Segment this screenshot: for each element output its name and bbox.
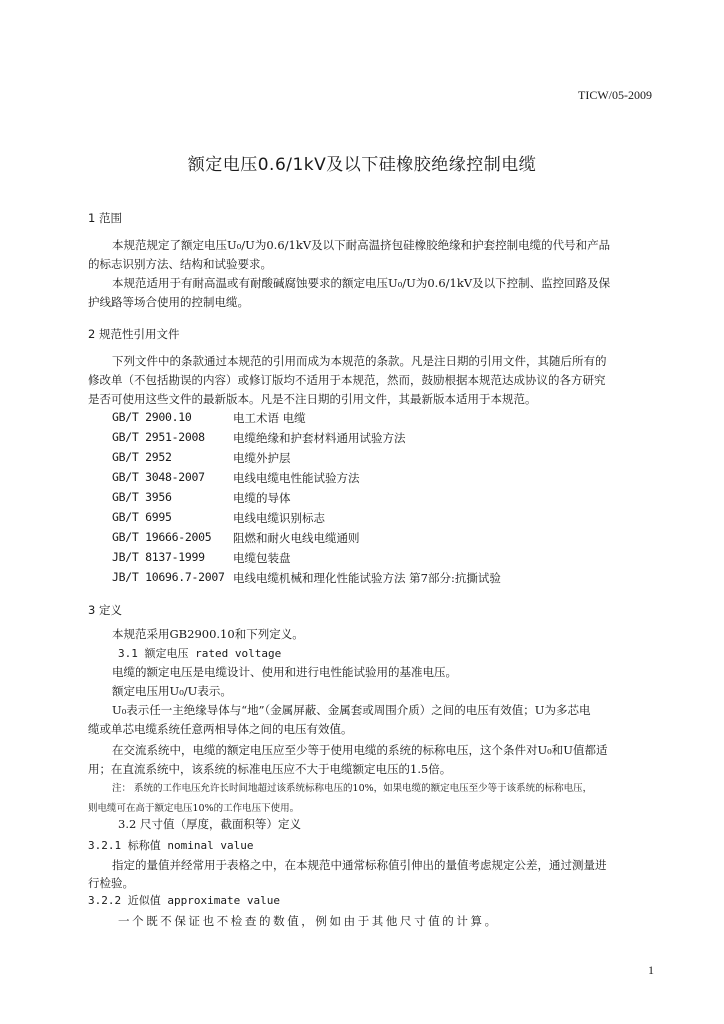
reference-code: GB/T 3048-2007 [112, 470, 205, 484]
reference-title: 电工术语 电缆 [233, 411, 306, 425]
paragraph: 是否可使用这些文件的最新版本。凡是不注日期的引用文件，其最新版本适用于本规范。 [88, 392, 537, 406]
paragraph: 护线路等场合使用的控制电缆。 [88, 295, 249, 309]
reference-code: GB/T 6995 [112, 510, 172, 524]
reference-code: GB/T 2952 [112, 450, 172, 464]
note-text: 注： 系统的工作电压允许长时间地超过该系统标称电压的10%，如果电缆的额定电压至少等于该系统的标称电压， [112, 783, 593, 794]
paragraph: 缆或单芯电缆系统任意两相导体之间的电压有效值。 [88, 722, 353, 736]
paragraph: 用；在直流系统中，该系统的标准电压应不大于电缆额定电压的1.5倍。 [88, 762, 452, 776]
subsection-3-2-1-heading: 3.2.1 标称值 nominal value [88, 839, 254, 852]
document-title: 额定电压0.6/1kV及以下硅橡胶绝缘控制电缆 [187, 155, 537, 175]
paragraph: 本规范采用GB2900.10和下列定义。 [112, 627, 304, 641]
section-3-heading: 3 定义 [88, 603, 122, 617]
reference-title: 电缆外护层 [233, 451, 291, 465]
reference-title: 电缆绝缘和护套材料通用试验方法 [233, 431, 406, 445]
reference-title: 电线电缆机械和理化性能试验方法 第7部分:抗撕试验 [233, 571, 501, 585]
reference-code: GB/T 2951-2008 [112, 430, 205, 444]
paragraph: 在交流系统中，电缆的额定电压应至少等于使用电缆的系统的标称电压，这个条件对U₀和U值都适 [112, 743, 608, 757]
reference-code: JB/T 8137-1999 [112, 550, 205, 564]
paragraph: 额定电压用U₀/U表示。 [112, 684, 232, 698]
reference-code: GB/T 3956 [112, 490, 172, 504]
page-number: 1 [648, 963, 654, 977]
document-code: TICW/05-2009 [578, 88, 652, 102]
section-2-heading: 2 规范性引用文件 [88, 327, 180, 341]
reference-title: 电线电缆电性能试验方法 [233, 471, 360, 485]
reference-title: 电缆包装盘 [233, 551, 291, 565]
subsection-3-2-2-heading: 3.2.2 近似值 approximate value [88, 894, 280, 907]
subsection-3-1-heading: 3.1 额定电压 rated voltage [118, 647, 282, 660]
reference-title: 电线电缆识别标志 [233, 511, 325, 525]
paragraph: 本规范规定了额定电压U₀/U为0.6/1kV及以下耐高温挤包硅橡胶绝缘和护套控制电缆的代号和产品 [112, 238, 611, 252]
paragraph: 电缆的额定电压是电缆设计、使用和进行电性能试验用的基准电压。 [112, 665, 457, 679]
paragraph: U₀表示任一主绝缘导体与“地”（金属屏蔽、金属套或周围介质）之间的电压有效值；U为多芯电 [112, 703, 591, 717]
paragraph: 修改单（不包括勘误的内容）或修订版均不适用于本规范，然而，鼓励根据本规范达成协议的各方研究 [88, 373, 606, 387]
paragraph: 下列文件中的条款通过本规范的引用而成为本规范的条款。凡是注日期的引用文件，其随后所有的 [112, 354, 607, 368]
paragraph: 指定的量值并经常用于表格之中，在本规范中通常标称值引伸出的量值考虑规定公差，通过测量进 [112, 858, 607, 872]
note-text: 则电缆可在高于额定电压10%的工作电压下使用。 [88, 803, 300, 814]
reference-code: GB/T 2900.10 [112, 410, 192, 424]
section-1-heading: 1 范围 [88, 211, 122, 225]
reference-code: GB/T 19666-2005 [112, 530, 212, 544]
reference-code: JB/T 10696.7-2007 [112, 570, 225, 584]
paragraph: 行检验。 [88, 876, 134, 890]
paragraph: 的标志识别方法、结构和试验要求。 [88, 257, 272, 271]
paragraph: 本规范适用于有耐高温或有耐酸碱腐蚀要求的额定电压U₀/U为0.6/1kV及以下控制、监控回路及保 [112, 276, 611, 290]
reference-title: 阻燃和耐火电线电缆通则 [233, 531, 360, 545]
subsection-3-2-heading: 3.2 尺寸值（厚度，截面积等）定义 [118, 817, 301, 831]
paragraph: 一个既不保证也不检查的数值，例如由于其他尺寸值的计算。 [118, 914, 499, 928]
reference-title: 电缆的导体 [233, 491, 291, 505]
